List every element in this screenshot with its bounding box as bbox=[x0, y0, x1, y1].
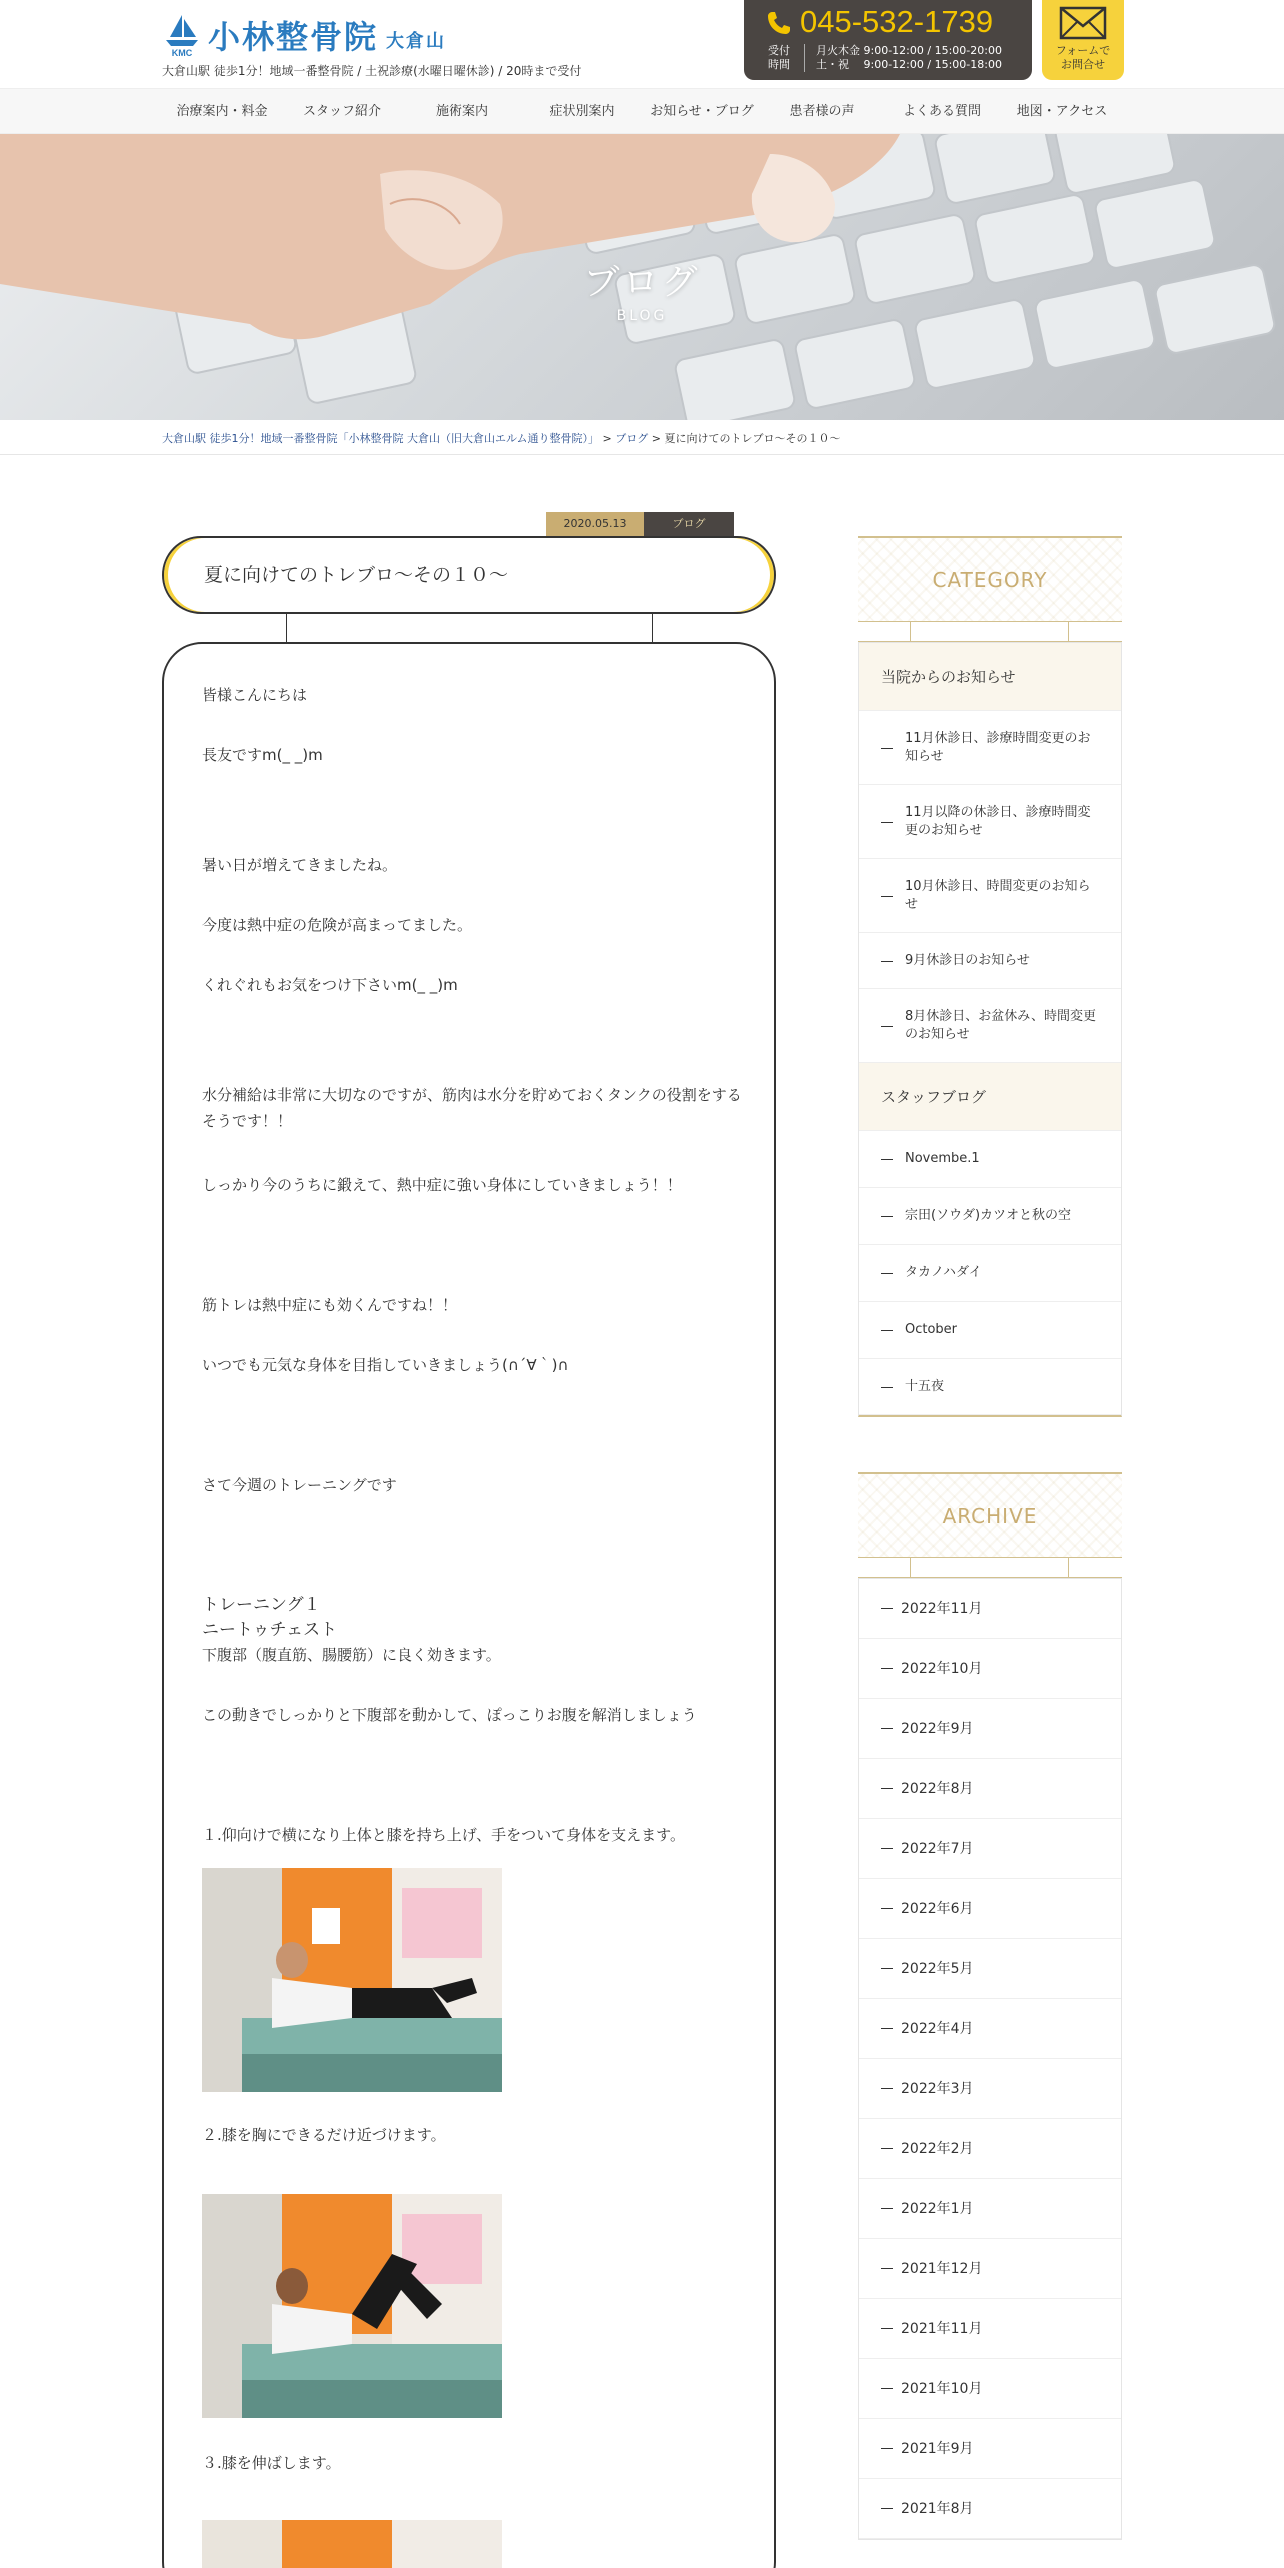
mail-line-1: フォームで bbox=[1055, 44, 1111, 57]
archive-label: 2022年10月 bbox=[901, 1661, 983, 1677]
post-line: 暑い日が増えてきましたね。 bbox=[202, 856, 398, 874]
post-category-link[interactable]: ブログ bbox=[644, 512, 734, 536]
archive-link[interactable] bbox=[859, 2239, 1121, 2299]
archive-link[interactable] bbox=[859, 1699, 1121, 1759]
archive-label: 2022年7月 bbox=[901, 1841, 974, 1857]
header-tagline: 大倉山駅 徒歩1分！地域一番整骨院 / 土祝診療(水曜日曜休診) / 20時まで受付 bbox=[162, 64, 582, 78]
archive-label: 2021年9月 bbox=[901, 2441, 974, 2457]
breadcrumb-sep: > bbox=[648, 432, 665, 445]
post-line: この動きでしっかりと下腹部を動かして、ぽっこりお腹を解消しましょう bbox=[202, 1706, 697, 1724]
post-line: さて今週のトレーニングです bbox=[202, 1476, 397, 1494]
category-heading-sub bbox=[858, 622, 1122, 642]
post-line: ２.膝を胸にできるだけ近づけます。 bbox=[202, 2126, 446, 2144]
archive-heading-sub bbox=[858, 1558, 1122, 1578]
breadcrumb-blog-link[interactable]: ブログ bbox=[615, 432, 649, 445]
post-line: しっかり今のうちに鍛えて、熱中症に強い身体にしていきましょう！！ bbox=[202, 1176, 682, 1194]
archive-link[interactable] bbox=[859, 1999, 1121, 2059]
hours-label bbox=[764, 44, 794, 72]
breadcrumb bbox=[162, 430, 841, 446]
category-post-link[interactable] bbox=[859, 1245, 1121, 1302]
archive-link[interactable] bbox=[859, 1819, 1121, 1879]
hours-label-2: 時間 bbox=[768, 58, 790, 71]
dash-icon bbox=[881, 2148, 893, 2149]
nav-item-news-blog[interactable]: お知らせ・ブログ bbox=[650, 104, 754, 119]
category-heading-box bbox=[858, 536, 1122, 622]
dash-icon bbox=[881, 1273, 893, 1274]
category-post-label: 9月休診日のお知らせ bbox=[905, 952, 1030, 968]
post-line: 長友ですm(_ _)m bbox=[202, 746, 323, 764]
dash-icon bbox=[881, 961, 893, 962]
category-post-link[interactable] bbox=[859, 859, 1121, 933]
dash-icon bbox=[881, 2328, 893, 2329]
title-connector-right bbox=[652, 614, 653, 642]
dash-icon bbox=[881, 1330, 893, 1331]
dash-icon bbox=[881, 748, 893, 749]
nav-item-testimonials[interactable]: 患者様の声 bbox=[789, 104, 855, 119]
dash-icon bbox=[881, 1387, 893, 1388]
category-post-link[interactable] bbox=[859, 1188, 1121, 1245]
archive-link[interactable] bbox=[859, 2299, 1121, 2359]
dash-icon bbox=[881, 1968, 893, 1969]
category-post-link[interactable] bbox=[859, 1302, 1121, 1359]
archive-heading: ARCHIVE bbox=[942, 1504, 1038, 1528]
dash-icon bbox=[881, 2388, 893, 2389]
exercise-photo-2 bbox=[202, 2194, 502, 2418]
post-line: ニートゥチェスト bbox=[202, 1620, 338, 1640]
post-line: くれぐれもお気をつけ下さいm(_ _)m bbox=[202, 976, 458, 994]
dash-icon bbox=[881, 2508, 893, 2509]
archive-label: 2022年11月 bbox=[901, 1601, 983, 1617]
category-post-label: 8月休診日、お盆休み、時間変更のお知らせ bbox=[905, 1008, 1097, 1042]
dash-icon bbox=[881, 1026, 893, 1027]
dash-icon bbox=[881, 1848, 893, 1849]
nav-item-treatment-fees[interactable]: 治療案内・料金 bbox=[176, 104, 268, 119]
hero-subtitle: BLOG bbox=[616, 308, 668, 324]
dash-icon bbox=[881, 1728, 893, 1729]
archive-label: 2022年6月 bbox=[901, 1901, 974, 1917]
post-line: 水分補給は非常に大切なのですが、筋肉は水分を貯めておくタンクの役割をするそうです！！ bbox=[202, 1086, 742, 1130]
archive-link[interactable] bbox=[859, 2059, 1121, 2119]
breadcrumb-sep: > bbox=[599, 432, 616, 445]
phone-number[interactable]: 045-532-1739 bbox=[800, 4, 994, 39]
category-post-label: 11月休診日、診療時間変更のお知らせ bbox=[905, 730, 1091, 764]
dash-icon bbox=[881, 1788, 893, 1789]
site-logo[interactable] bbox=[162, 12, 446, 58]
dash-icon bbox=[881, 1216, 893, 1217]
post-line: 今度は熱中症の危険が高まってました。 bbox=[202, 916, 473, 934]
dash-icon bbox=[881, 2028, 893, 2029]
category-heading: CATEGORY bbox=[932, 568, 1048, 592]
dash-icon bbox=[881, 2208, 893, 2209]
hours-text bbox=[816, 44, 1002, 72]
category-post-label: 十五夜 bbox=[905, 1378, 945, 1394]
archive-list bbox=[858, 1578, 1122, 2540]
heading-tick bbox=[1068, 622, 1069, 642]
site-header bbox=[0, 0, 1284, 88]
category-group-news[interactable]: 当院からのお知らせ bbox=[859, 643, 1121, 711]
breadcrumb-divider bbox=[0, 454, 1284, 455]
mail-label bbox=[1042, 44, 1124, 72]
archive-label: 2022年5月 bbox=[901, 1961, 974, 1977]
category-post-link[interactable] bbox=[859, 989, 1121, 1063]
archive-link[interactable] bbox=[859, 2479, 1121, 2539]
category-post-label: 10月休診日、時間変更のお知らせ bbox=[905, 878, 1091, 912]
archive-link[interactable] bbox=[859, 1759, 1121, 1819]
archive-link[interactable] bbox=[859, 2179, 1121, 2239]
archive-link[interactable] bbox=[859, 1879, 1121, 1939]
archive-label: 2022年3月 bbox=[901, 2081, 974, 2097]
category-post-link[interactable] bbox=[859, 1131, 1121, 1188]
archive-label: 2021年10月 bbox=[901, 2381, 983, 2397]
archive-label: 2022年1月 bbox=[901, 2201, 974, 2217]
ship-logo-icon bbox=[162, 13, 202, 57]
mail-line-2: お問合せ bbox=[1061, 58, 1105, 71]
phone-contact-box[interactable] bbox=[744, 0, 1032, 80]
post-content-box bbox=[162, 642, 776, 2568]
dash-icon bbox=[881, 1159, 893, 1160]
hero-title: ブログ bbox=[583, 262, 701, 303]
post-line: トレーニング１ bbox=[202, 1595, 321, 1615]
category-post-link[interactable] bbox=[859, 1359, 1121, 1415]
heading-tick bbox=[910, 1558, 911, 1578]
hours-line-1: 月火木金 9:00-12:00 / 15:00-20:00 bbox=[816, 44, 1002, 57]
post-date: 2020.05.13 bbox=[546, 512, 644, 536]
archive-link[interactable] bbox=[859, 2419, 1121, 2479]
dash-icon bbox=[881, 1668, 893, 1669]
breadcrumb-current: 夏に向けてのトレブロ～その１０～ bbox=[664, 432, 841, 445]
post-title: 夏に向けてのトレブロ～その１０～ bbox=[204, 564, 509, 586]
archive-link[interactable] bbox=[859, 2119, 1121, 2179]
archive-link[interactable] bbox=[859, 1939, 1121, 1999]
page-hero bbox=[0, 134, 1284, 420]
dash-icon bbox=[881, 2448, 893, 2449]
dash-icon bbox=[881, 896, 893, 897]
post-title-box bbox=[162, 536, 776, 614]
logo-branch: 大倉山 bbox=[386, 31, 447, 52]
hours-label-1: 受付 bbox=[768, 44, 790, 57]
nav-item-faq[interactable]: よくある質問 bbox=[902, 104, 981, 119]
category-group-staff-blog[interactable]: スタッフブログ bbox=[859, 1063, 1121, 1131]
dash-icon bbox=[881, 1608, 893, 1609]
category-post-label: 宗田(ソウダ)カツオと秋の空 bbox=[905, 1208, 1072, 1223]
logo-kmc-text: KMC bbox=[171, 48, 193, 57]
category-post-label: 11月以降の休診日、診療時間変更のお知らせ bbox=[905, 804, 1091, 838]
post-line: １.仰向けで横になり上体と膝を持ち上げ、手をついて身体を支えます。 bbox=[202, 1826, 685, 1844]
hours-divider bbox=[804, 44, 805, 72]
archive-label: 2022年4月 bbox=[901, 2021, 974, 2037]
mail-icon bbox=[1059, 6, 1107, 40]
post-line: 下腹部（腹直筋、腸腰筋）に良く効きます。 bbox=[202, 1646, 501, 1664]
archive-label: 2022年9月 bbox=[901, 1721, 974, 1737]
post-line: 皆様こんにちは bbox=[202, 686, 308, 704]
breadcrumb-home-link[interactable]: 大倉山駅 徒歩1分！地域一番整骨院「小林整骨院 大倉山（旧大倉山エルム通り整骨院）」 bbox=[162, 432, 600, 445]
dash-icon bbox=[881, 822, 893, 823]
post-line: いつでも元気な身体を目指していきましょう(∩´∀｀)∩ bbox=[202, 1356, 569, 1374]
archive-label: 2021年11月 bbox=[901, 2321, 983, 2337]
archive-label: 2021年12月 bbox=[901, 2261, 983, 2277]
title-connector-left bbox=[286, 614, 287, 642]
archive-label: 2022年8月 bbox=[901, 1781, 974, 1797]
heading-tick bbox=[1068, 1558, 1069, 1578]
category-post-label: タカノハダイ bbox=[905, 1265, 982, 1280]
nav-item-symptoms[interactable]: 症状別案内 bbox=[549, 104, 615, 119]
hours-line-2: 土・祝 9:00-12:00 / 15:00-18:00 bbox=[816, 58, 1002, 71]
phone-icon bbox=[766, 10, 792, 36]
dash-icon bbox=[881, 1908, 893, 1909]
main-nav bbox=[0, 88, 1284, 134]
archive-heading-box bbox=[858, 1472, 1122, 1558]
category-list bbox=[858, 642, 1122, 1417]
heading-tick bbox=[910, 622, 911, 642]
category-post-label: Novembe.1 bbox=[905, 1151, 980, 1166]
archive-link[interactable] bbox=[859, 1579, 1121, 1639]
category-post-link[interactable] bbox=[859, 933, 1121, 989]
archive-label: 2022年2月 bbox=[901, 2141, 974, 2157]
category-post-link[interactable] bbox=[859, 785, 1121, 859]
post-line: 筋トレは熱中症にも効くんですね！！ bbox=[202, 1296, 458, 1314]
exercise-photo-1 bbox=[202, 1868, 502, 2092]
nav-item-services[interactable]: 施術案内 bbox=[435, 104, 488, 119]
category-post-label: October bbox=[905, 1322, 958, 1337]
dash-icon bbox=[881, 2268, 893, 2269]
dash-icon bbox=[881, 2088, 893, 2089]
archive-link[interactable] bbox=[859, 2359, 1121, 2419]
archive-link[interactable] bbox=[859, 1639, 1121, 1699]
contact-form-button[interactable] bbox=[1042, 0, 1124, 80]
archive-label: 2021年8月 bbox=[901, 2501, 974, 2517]
post-line: ３.膝を伸ばします。 bbox=[202, 2454, 341, 2472]
exercise-photo-3 bbox=[202, 2520, 502, 2568]
nav-item-staff[interactable]: スタッフ紹介 bbox=[302, 104, 381, 119]
logo-name: 小林整骨院 bbox=[208, 18, 379, 56]
category-post-link[interactable] bbox=[859, 711, 1121, 785]
nav-item-access[interactable]: 地図・アクセス bbox=[1016, 104, 1108, 119]
